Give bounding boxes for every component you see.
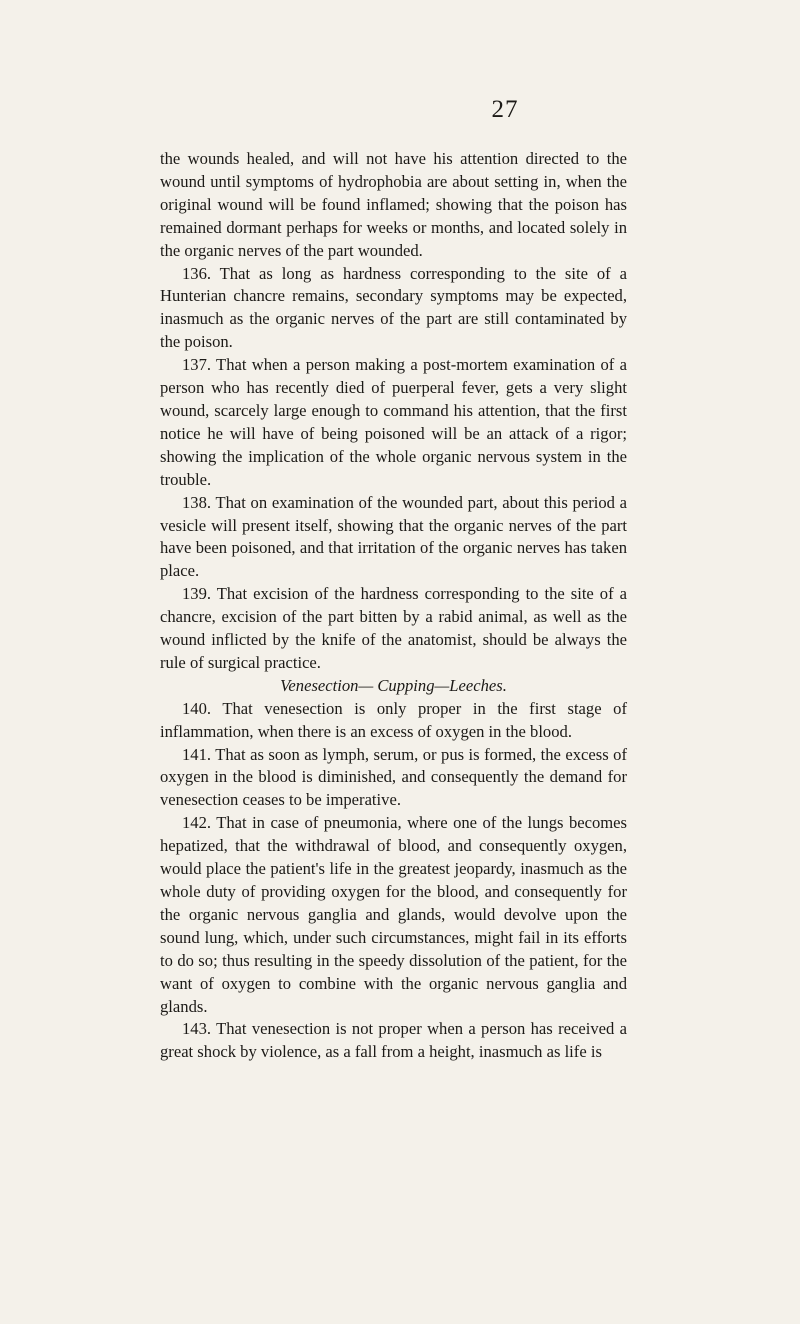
paragraph-139: 139. That excision of the hardness corresponding to the site of a chancre, excision of the part bitten by a rabid animal, as well as the wound inflicted by the knife of the anatomist, should be always the rule of surgical practice. [160, 584, 627, 672]
page-number: 27 [491, 96, 519, 123]
section-heading: Venesection— Cupping—Leeches. [280, 675, 507, 695]
paragraph-142: 142. That in case of pneumonia, where one of the lungs becomes hepatized, that the withdrawal of blood, and consequently oxygen, would place the patient's life in the greatest jeopardy, inasmuch as the whole duty of providing oxygen for the blood, and consequently for the organic nervous ganglia and glands, would devolve upon the sound lung, which, under such circumstances, might fail in its efforts to do so; thus resulting in the speedy dissolution of the patient, for the want of oxygen to combine with the organic nervous ganglia and glands. [160, 813, 627, 1016]
page-body [160, 148, 627, 1064]
paragraph-138: 138. That on examination of the wounded part, about this period a vesicle will present itself, showing that the organic nerves of the part have been poisoned, and that irritation of the organic nerves has taken place. [160, 492, 627, 581]
paragraph-140: 140. That venesection is only proper in the first stage of inflammation, when there is an excess of oxygen in the blood. [160, 698, 627, 741]
paragraph-141: 141. That as soon as lymph, serum, or pus is formed, the excess of oxygen in the blood is diminished, and consequently the demand for venesection ceases to be imperative. [160, 744, 627, 810]
paragraph-continuation: the wounds healed, and will not have his attention directed to the wound until symptoms of hydrophobia are about setting in, when the original wound will be found inflamed; showing that the poison has remained dormant perhaps for weeks or months, and located solely in the organic nerves of the part wounded. [160, 149, 627, 260]
paragraph-136: 136. That as long as hardness corresponding to the site of a Hunterian chancre remains, secondary symptoms may be expected, inasmuch as the organic nerves of the part are still contaminated by the poison. [160, 263, 627, 352]
paragraph-137: 137. That when a person making a post-mortem examination of a person who has recently died of puerperal fever, gets a very slight wound, scarcely large enough to command his attention, that the first notice he will have of being poisoned will be an attack of a rigor; showing the implication of the whole organic nervous system in the trouble. [160, 355, 627, 489]
paragraph-143: 143. That venesection is not proper when a person has received a great shock by violence, as a fall from a height, inasmuch as life is [160, 1019, 627, 1062]
